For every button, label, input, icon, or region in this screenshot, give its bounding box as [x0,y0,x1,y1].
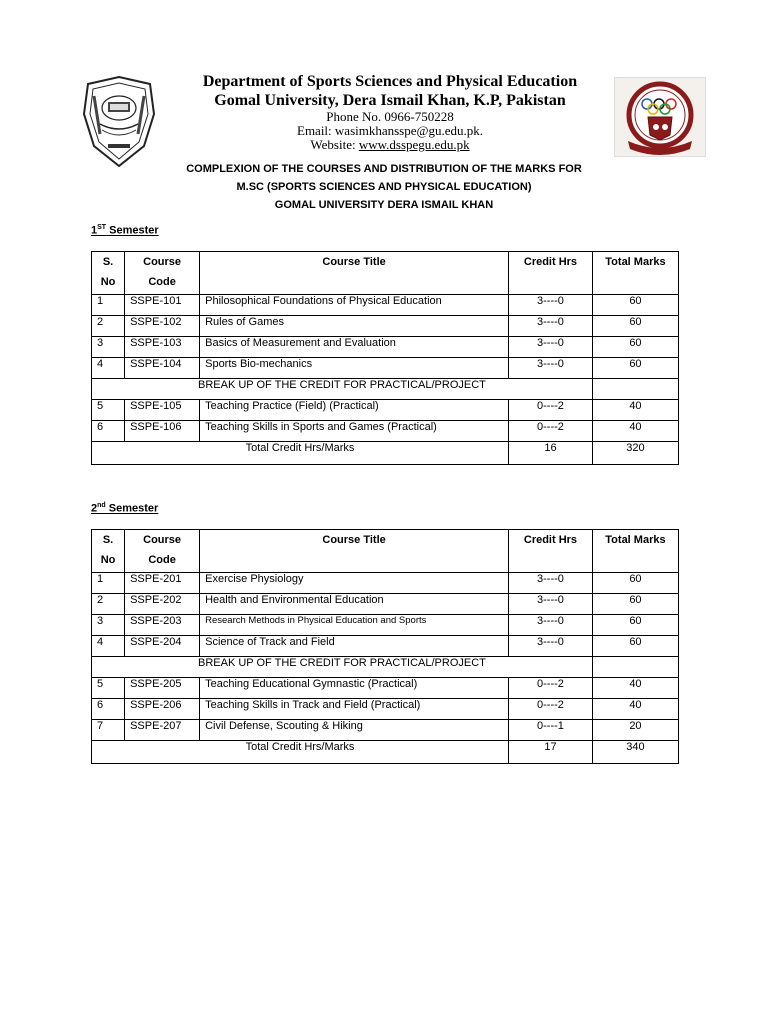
table-row: 1 SSPE-201 Exercise Physiology 3----0 60 [92,573,679,594]
total-label: Total Credit Hrs/Marks [92,442,509,465]
table-header-row [92,530,679,573]
col-header-course-code: Course Code [125,530,200,573]
email-address: Email: wasimkhansspe@gu.edu.pk. [297,123,483,138]
semester-2-suffix: nd [97,502,106,509]
breakup-label: BREAK UP OF THE CREDIT FOR PRACTICAL/PROJECT [92,379,593,400]
total-marks: 340 [592,741,678,764]
table-row: 6 SSPE-206 Teaching Skills in Track and Field (Practical) 0----2 40 [92,699,679,720]
breakup-row [92,657,679,678]
title-line-2: M.SC (SPORTS SCIENCES AND PHYSICAL EDUCATION) [236,181,532,193]
col-header-total-marks: Total Marks [592,530,678,573]
semester-2-number: 2 [91,502,98,515]
total-credit: 17 [509,741,593,764]
total-row [92,741,679,764]
total-row [92,442,679,465]
semester-2-label [91,502,158,515]
col-header-course-code: Course Code [125,252,200,295]
table-row: 5 SSPE-105 Teaching Practice (Field) (Practical) 0----2 40 [92,400,679,421]
col-header-sno: S. No [92,530,125,573]
table-row: 1 SSPE-101 Philosophical Foundations of Physical Education 3----0 60 [92,295,679,316]
table-row: 6 SSPE-106 Teaching Skills in Sports and Games (Practical) 0----2 40 [92,421,679,442]
website-line [160,138,620,152]
breakup-label: BREAK UP OF THE CREDIT FOR PRACTICAL/PROJECT [92,657,593,678]
table-row: 4 SSPE-104 Sports Bio-mechanics 3----0 60 [92,358,679,379]
website-link[interactable]: www.dsspegu.edu.pk [358,137,470,152]
table-row: 3 SSPE-103 Basics of Measurement and Evaluation 3----0 60 [92,337,679,358]
table-row: 2 SSPE-102 Rules of Games 3----0 60 [92,316,679,337]
col-header-sno: S. No [92,252,125,295]
col-header-total-marks: Total Marks [592,252,678,295]
col-header-credit-hrs: Credit Hrs [509,530,593,573]
semester-1-suffix: ST [97,224,107,231]
semester-2-table [91,529,679,764]
col-header-course-title: Course Title [200,252,509,295]
website-label: Website: [310,137,359,152]
col-header-course-title: Course Title [200,530,509,573]
table-row: 3 SSPE-203 Research Methods in Physical Education and Sports 3----0 60 [92,615,679,636]
table-row: 5 SSPE-205 Teaching Educational Gymnastic (Practical) 0----2 40 [92,678,679,699]
department-name: Department of Sports Sciences and Physical Education [202,73,578,90]
table-row: 4 SSPE-204 Science of Track and Field 3----0 60 [92,636,679,657]
document-title [90,160,678,214]
phone-number: Phone No. 0966-750228 [326,109,454,124]
semester-1-table [91,251,679,465]
breakup-row [92,379,679,400]
document-header [0,0,768,160]
total-credit: 16 [509,442,593,465]
table-row: 7 SSPE-207 Civil Defense, Scouting & Hiking 0----1 20 [92,720,679,741]
title-line-3: GOMAL UNIVERSITY DERA ISMAIL KHAN [274,199,494,211]
total-marks: 320 [592,442,678,465]
semester-2-text: Semester [105,502,159,515]
semester-1-text: Semester [106,224,159,237]
total-label: Total Credit Hrs/Marks [92,741,509,764]
department-logo [614,77,706,157]
semester-1-number: 1 [91,224,98,237]
col-header-credit-hrs: Credit Hrs [509,252,593,295]
table-header-row [92,252,679,295]
title-line-1: COMPLEXION OF THE COURSES AND DISTRIBUTION OF THE MARKS FOR [186,163,582,175]
university-name: Gomal University, Dera Ismail Khan, K.P, Pakistan [214,92,566,109]
header-text-block [160,72,620,152]
table-row: 2 SSPE-202 Health and Environmental Education 3----0 60 [92,594,679,615]
university-emblem-logo [80,74,158,170]
semester-1-label [91,224,159,237]
